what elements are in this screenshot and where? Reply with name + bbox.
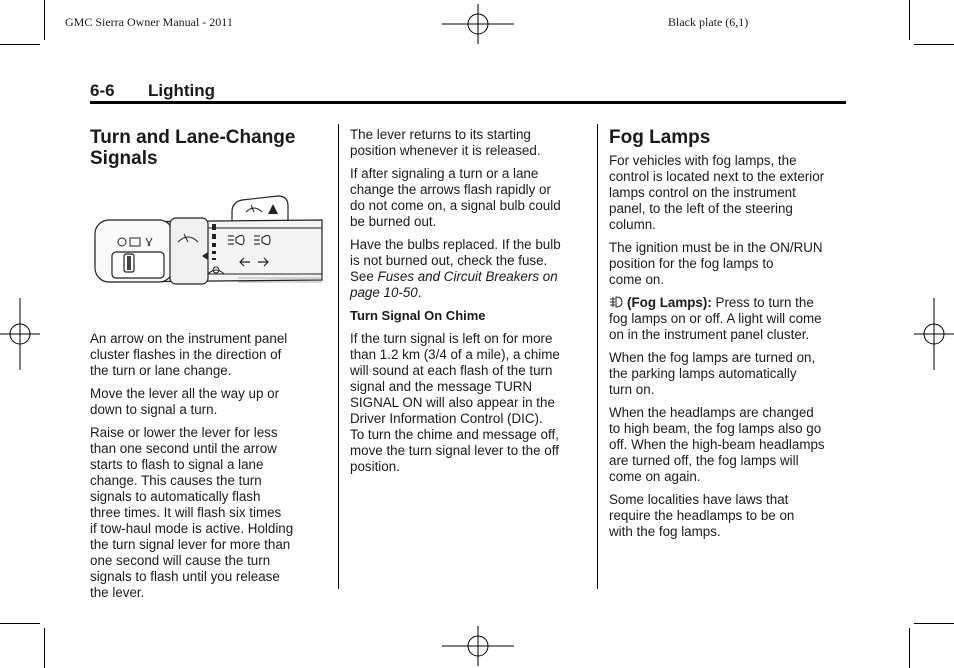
paragraph: Some localities have laws that require the headlamps to be on with the fog lamps. [609, 492, 795, 539]
crop-mark [0, 623, 40, 624]
paragraph: When the fog lamps are turned on, the parking lamps automatically turn on. [609, 350, 816, 397]
paragraph-text: Have the bulbs replaced. If the bulb is not burned out, check the fuse. See [350, 237, 561, 284]
paragraph: Raise or lower the lever for less than one second until the arrow starts to flash to signal a lane change. This causes the turn signals to automatically flash three times. It will flash six times if tow-haul mode is active. Holding the turn signal lever for more than one second will cause the turn signals to flash until you release the lever. [90, 425, 294, 600]
paragraph: Move the lever all the way up or down to signal a turn. [90, 386, 280, 417]
section-heading [90, 81, 215, 101]
plate-label: Black plate (6,1) [668, 15, 749, 29]
crop-mark [914, 623, 954, 624]
column-divider [338, 124, 339, 589]
fog-lamp-icon [609, 295, 623, 309]
fog-lamps-label: (Fog Lamps): [627, 295, 712, 310]
chime-subheading: Turn Signal On Chime [350, 308, 486, 323]
crosshair-icon [0, 298, 40, 370]
crop-mark [909, 0, 910, 40]
section-title: Lighting [148, 81, 216, 100]
paragraph-text: . [417, 285, 422, 300]
column-2 [350, 127, 588, 482]
paragraph: If the turn signal is left on for more than 1.2 km (3/4 of a mile), a chime will sound at each flash of the turn signal and the message TURN SIGNAL ON will also appear in the Driver Information Control (DIC). To turn the chime and message off, move the turn signal lever to the off position. [350, 331, 560, 474]
paragraph [609, 295, 849, 343]
turn-signals-heading: Turn and Lane-Change Signals [90, 127, 296, 169]
column-1 [90, 127, 325, 608]
paragraph: The ignition must be in the ON/RUN position for the fog lamps to come on. [609, 240, 823, 287]
crosshair-icon [442, 4, 514, 44]
crop-mark [44, 0, 45, 40]
paragraph: If after signaling a turn or a lane change the arrows flash rapidly or do not come on, a signal bulb could be burned out. [350, 166, 561, 229]
cross-reference-link[interactable]: Fuses and Circuit Breakers on page 10-50 [350, 269, 558, 300]
document-header-title: GMC Sierra Owner Manual - 2011 [65, 15, 233, 29]
fog-lamps-heading: Fog Lamps [609, 127, 711, 148]
section-number: 6-6 [90, 81, 115, 100]
section-rule [90, 101, 846, 104]
paragraph [350, 237, 588, 301]
crosshair-icon [442, 626, 514, 666]
crosshair-icon [914, 298, 954, 370]
column-divider [597, 124, 598, 589]
crop-mark [909, 628, 910, 668]
crop-mark [44, 628, 45, 668]
crop-mark [0, 44, 40, 45]
column-3 [609, 127, 849, 547]
turn-signal-lever-illustration [90, 192, 325, 297]
crop-mark [914, 44, 954, 45]
paragraph: An arrow on the instrument panel cluster flashes in the direction of the turn or lane change. [90, 331, 288, 378]
paragraph: When the headlamps are changed to high beam, the fog lamps also go off. When the high-beam headlamps are turned off, the fog lamps will come on again. [609, 405, 825, 484]
paragraph: The lever returns to its starting position whenever it is released. [350, 127, 541, 158]
paragraph-text: Press to turn the fog lamps on or off. A light will come on in the instrument panel cluster. [609, 295, 822, 342]
paragraph: For vehicles with fog lamps, the control is located next to the exterior lamps control on the instrument panel, to the left of the steering column. [609, 153, 825, 232]
